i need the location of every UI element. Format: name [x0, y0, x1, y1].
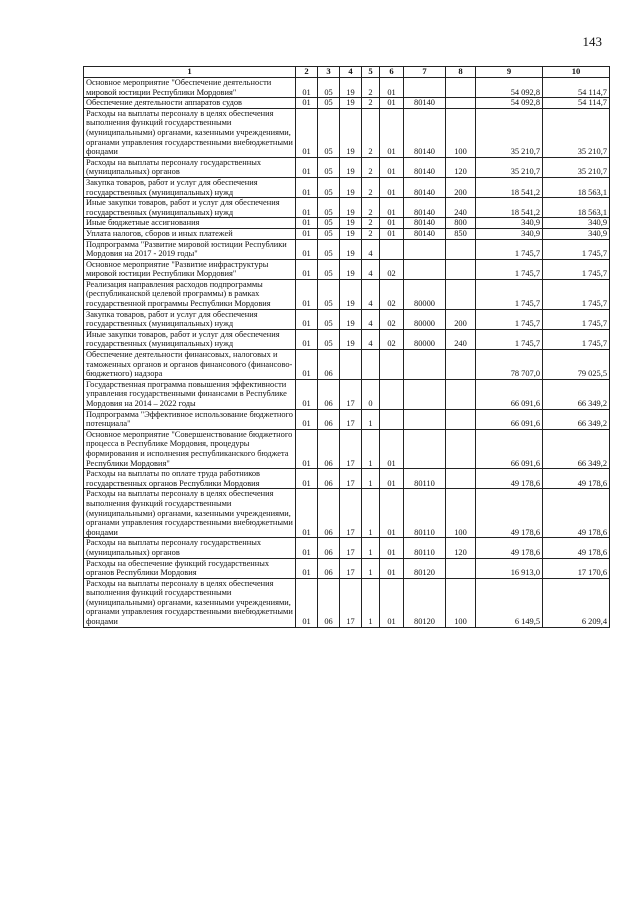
code-direction: 80110	[404, 538, 446, 558]
row-name: Расходы на выплаты персоналу в целях обеспечения выполнения функций государственными (муниципальными) органами, казенными учреждениями, органами управления государственными внебюджетными фондами	[84, 578, 296, 627]
code-program: 17	[340, 409, 362, 429]
amount-year-2: 54 114,7	[543, 98, 610, 109]
table-row	[84, 218, 610, 229]
row-name: Иные закупки товаров, работ и услуг для обеспечения государственных (муниципальных) нужд	[84, 198, 296, 218]
code-subsection: 05	[318, 228, 340, 239]
code-section: 01	[296, 228, 318, 239]
row-name: Расходы на выплаты персоналу государственных (муниципальных) органов	[84, 538, 296, 558]
table-row	[84, 309, 610, 329]
code-section: 01	[296, 157, 318, 177]
code-subprogram: 1	[362, 538, 380, 558]
table-row	[84, 489, 610, 538]
table-row	[84, 198, 610, 218]
code-direction	[404, 78, 446, 98]
column-header: 8	[446, 67, 476, 78]
code-subsection: 05	[318, 78, 340, 98]
code-subsection: 05	[318, 198, 340, 218]
amount-year-1: 54 092,8	[476, 98, 543, 109]
code-subprogram: 2	[362, 177, 380, 197]
code-subprogram: 1	[362, 489, 380, 538]
code-direction: 80140	[404, 177, 446, 197]
row-name: Подпрограмма "Эффективное использование бюджетного потенциала"	[84, 409, 296, 429]
code-activity: 01	[380, 98, 404, 109]
code-program: 19	[340, 98, 362, 109]
code-program: 17	[340, 489, 362, 538]
code-activity: 02	[380, 309, 404, 329]
row-name: Расходы на выплаты персоналу в целях обеспечения выполнения функций государственными (муниципальными) органами, казенными учреждениями, органами управления государственными внебюджетными фондами	[84, 108, 296, 157]
code-subsection: 05	[318, 218, 340, 229]
table-row	[84, 259, 610, 279]
table-row	[84, 379, 610, 409]
code-subprogram: 2	[362, 198, 380, 218]
code-expense-type: 240	[446, 198, 476, 218]
code-subprogram: 4	[362, 279, 380, 309]
amount-year-2: 1 745,7	[543, 239, 610, 259]
code-direction: 80140	[404, 198, 446, 218]
code-direction: 80120	[404, 578, 446, 627]
amount-year-1: 1 745,7	[476, 329, 543, 349]
code-section: 01	[296, 409, 318, 429]
code-program: 17	[340, 379, 362, 409]
budget-table	[83, 66, 610, 628]
column-header: 1	[84, 67, 296, 78]
code-section: 01	[296, 538, 318, 558]
row-name: Закупка товаров, работ и услуг для обеспечения государственных (муниципальных) нужд	[84, 177, 296, 197]
code-section: 01	[296, 78, 318, 98]
code-subsection: 05	[318, 329, 340, 349]
code-direction	[404, 429, 446, 468]
code-subsection: 05	[318, 259, 340, 279]
code-activity	[380, 239, 404, 259]
amount-year-1: 66 091,6	[476, 379, 543, 409]
code-subprogram: 2	[362, 108, 380, 157]
column-header: 6	[380, 67, 404, 78]
code-activity: 01	[380, 177, 404, 197]
code-program: 19	[340, 239, 362, 259]
table-row	[84, 228, 610, 239]
table-row	[84, 469, 610, 489]
code-subprogram: 1	[362, 558, 380, 578]
code-subprogram: 1	[362, 578, 380, 627]
code-program: 19	[340, 78, 362, 98]
code-direction	[404, 259, 446, 279]
row-name: Иные бюджетные ассигнования	[84, 218, 296, 229]
code-direction: 80140	[404, 218, 446, 229]
code-program	[340, 350, 362, 380]
table-row	[84, 409, 610, 429]
code-expense-type: 850	[446, 228, 476, 239]
code-subprogram: 2	[362, 98, 380, 109]
amount-year-1: 340,9	[476, 218, 543, 229]
code-expense-type	[446, 379, 476, 409]
code-subsection: 06	[318, 469, 340, 489]
code-direction: 80140	[404, 157, 446, 177]
code-expense-type: 120	[446, 157, 476, 177]
code-program: 17	[340, 578, 362, 627]
code-subprogram: 4	[362, 259, 380, 279]
code-subprogram	[362, 350, 380, 380]
code-section: 01	[296, 177, 318, 197]
table-row	[84, 350, 610, 380]
code-subsection: 06	[318, 489, 340, 538]
code-program: 19	[340, 309, 362, 329]
row-name: Закупка товаров, работ и услуг для обеспечения государственных (муниципальных) нужд	[84, 309, 296, 329]
amount-year-1: 340,9	[476, 228, 543, 239]
amount-year-1: 18 541,2	[476, 177, 543, 197]
column-header: 4	[340, 67, 362, 78]
code-subsection: 05	[318, 157, 340, 177]
code-subsection: 05	[318, 239, 340, 259]
code-program: 19	[340, 218, 362, 229]
code-activity: 01	[380, 218, 404, 229]
amount-year-2: 66 349,2	[543, 429, 610, 468]
column-header: 10	[543, 67, 610, 78]
row-name: Подпрограмма "Развитие мировой юстиции Республики Мордовия на 2017 - 2019 годы"	[84, 239, 296, 259]
code-expense-type: 100	[446, 578, 476, 627]
table-row	[84, 177, 610, 197]
code-subprogram: 4	[362, 309, 380, 329]
amount-year-2: 1 745,7	[543, 259, 610, 279]
code-subsection: 06	[318, 578, 340, 627]
code-expense-type	[446, 98, 476, 109]
amount-year-2: 17 170,6	[543, 558, 610, 578]
code-direction	[404, 409, 446, 429]
amount-year-2: 1 745,7	[543, 329, 610, 349]
code-direction	[404, 350, 446, 380]
amount-year-1: 1 745,7	[476, 239, 543, 259]
code-direction	[404, 379, 446, 409]
amount-year-1: 1 745,7	[476, 279, 543, 309]
code-subsection: 05	[318, 98, 340, 109]
amount-year-2: 66 349,2	[543, 379, 610, 409]
code-subsection: 06	[318, 379, 340, 409]
code-subsection: 05	[318, 177, 340, 197]
code-activity	[380, 379, 404, 409]
amount-year-2: 54 114,7	[543, 78, 610, 98]
code-expense-type	[446, 469, 476, 489]
code-program: 17	[340, 429, 362, 468]
table-row	[84, 538, 610, 558]
code-expense-type: 100	[446, 489, 476, 538]
code-expense-type	[446, 78, 476, 98]
row-name: Реализация направления расходов подпрограммы (республиканской целевой программы) в рамках государственной программы Республики Мордовия	[84, 279, 296, 309]
code-activity: 01	[380, 558, 404, 578]
amount-year-2: 66 349,2	[543, 409, 610, 429]
code-activity: 02	[380, 279, 404, 309]
column-header: 2	[296, 67, 318, 78]
code-expense-type: 240	[446, 329, 476, 349]
row-name: Основное мероприятие "Совершенствование бюджетного процесса в Республике Мордовия, процедуры формирования и исполнения республиканского бюджета Республики Мордовия"	[84, 429, 296, 468]
table-row	[84, 157, 610, 177]
code-activity	[380, 350, 404, 380]
amount-year-1: 6 149,5	[476, 578, 543, 627]
table-row	[84, 558, 610, 578]
amount-year-2: 49 178,6	[543, 538, 610, 558]
column-header: 3	[318, 67, 340, 78]
code-subsection: 05	[318, 279, 340, 309]
amount-year-2: 35 210,7	[543, 157, 610, 177]
code-subprogram: 2	[362, 218, 380, 229]
code-section: 01	[296, 279, 318, 309]
code-direction: 80140	[404, 98, 446, 109]
amount-year-1: 1 745,7	[476, 309, 543, 329]
amount-year-1: 35 210,7	[476, 108, 543, 157]
code-program: 19	[340, 329, 362, 349]
code-expense-type: 100	[446, 108, 476, 157]
code-expense-type	[446, 409, 476, 429]
code-subprogram: 2	[362, 228, 380, 239]
amount-year-2: 340,9	[543, 218, 610, 229]
code-direction: 80000	[404, 309, 446, 329]
code-program: 19	[340, 177, 362, 197]
code-direction: 80120	[404, 558, 446, 578]
code-subprogram: 4	[362, 329, 380, 349]
code-program: 19	[340, 108, 362, 157]
code-expense-type	[446, 239, 476, 259]
code-expense-type: 200	[446, 309, 476, 329]
amount-year-1: 1 745,7	[476, 259, 543, 279]
code-section: 01	[296, 259, 318, 279]
code-expense-type	[446, 429, 476, 468]
code-subprogram: 1	[362, 409, 380, 429]
code-section: 01	[296, 218, 318, 229]
code-section: 01	[296, 350, 318, 380]
table-row	[84, 239, 610, 259]
amount-year-2: 340,9	[543, 228, 610, 239]
row-name: Обеспечение деятельности финансовых, налоговых и таможенных органов и органов финансового (финансово-бюджетного) надзора	[84, 350, 296, 380]
code-program: 19	[340, 198, 362, 218]
code-activity: 01	[380, 538, 404, 558]
row-name: Расходы на выплаты персоналу государственных (муниципальных) органов	[84, 157, 296, 177]
amount-year-1: 35 210,7	[476, 157, 543, 177]
code-subsection: 05	[318, 309, 340, 329]
amount-year-2: 49 178,6	[543, 489, 610, 538]
code-program: 17	[340, 558, 362, 578]
code-activity: 01	[380, 429, 404, 468]
code-direction	[404, 239, 446, 259]
amount-year-2: 18 563,1	[543, 177, 610, 197]
code-subprogram: 2	[362, 157, 380, 177]
code-section: 01	[296, 309, 318, 329]
row-name: Уплата налогов, сборов и иных платежей	[84, 228, 296, 239]
amount-year-1: 66 091,6	[476, 429, 543, 468]
row-name: Обеспечение деятельности аппаратов судов	[84, 98, 296, 109]
table-row	[84, 429, 610, 468]
table-row	[84, 98, 610, 109]
table-row	[84, 329, 610, 349]
code-expense-type	[446, 259, 476, 279]
code-subsection: 06	[318, 409, 340, 429]
amount-year-1: 54 092,8	[476, 78, 543, 98]
code-expense-type	[446, 350, 476, 380]
code-subsection: 05	[318, 108, 340, 157]
amount-year-1: 16 913,0	[476, 558, 543, 578]
column-header: 7	[404, 67, 446, 78]
code-activity: 02	[380, 259, 404, 279]
amount-year-2: 35 210,7	[543, 108, 610, 157]
column-header: 5	[362, 67, 380, 78]
code-subprogram: 2	[362, 78, 380, 98]
code-section: 01	[296, 429, 318, 468]
code-subsection: 06	[318, 350, 340, 380]
code-program: 17	[340, 469, 362, 489]
code-activity: 01	[380, 228, 404, 239]
code-expense-type: 800	[446, 218, 476, 229]
page-number: 143	[582, 34, 602, 49]
amount-year-2: 1 745,7	[543, 279, 610, 309]
code-section: 01	[296, 239, 318, 259]
code-expense-type	[446, 279, 476, 309]
code-program: 19	[340, 228, 362, 239]
code-direction: 80140	[404, 108, 446, 157]
code-section: 01	[296, 329, 318, 349]
row-name: Расходы на выплаты персоналу в целях обеспечения выполнения функций государственными (муниципальными) органами, казенными учреждениями, органами управления государственными внебюджетными фондами	[84, 489, 296, 538]
code-section: 01	[296, 98, 318, 109]
code-subprogram: 1	[362, 429, 380, 468]
row-name: Основное мероприятие "Обеспечение деятельности мировой юстиции Республики Мордовия"	[84, 78, 296, 98]
row-name: Иные закупки товаров, работ и услуг для обеспечения государственных (муниципальных) нужд	[84, 329, 296, 349]
amount-year-1: 66 091,6	[476, 409, 543, 429]
code-activity	[380, 409, 404, 429]
amount-year-2: 79 025,5	[543, 350, 610, 380]
code-activity: 02	[380, 329, 404, 349]
code-activity: 01	[380, 469, 404, 489]
code-program: 19	[340, 279, 362, 309]
code-program: 19	[340, 259, 362, 279]
amount-year-1: 18 541,2	[476, 198, 543, 218]
row-name: Расходы на выплаты по оплате труда работников государственных органов Республики Мордовия	[84, 469, 296, 489]
table-row	[84, 578, 610, 627]
amount-year-1: 49 178,6	[476, 469, 543, 489]
code-section: 01	[296, 379, 318, 409]
code-subprogram: 1	[362, 469, 380, 489]
table-row	[84, 279, 610, 309]
row-name: Расходы на обеспечение функций государственных органов Республики Мордовия	[84, 558, 296, 578]
code-direction: 80000	[404, 329, 446, 349]
code-activity: 01	[380, 489, 404, 538]
amount-year-2: 6 209,4	[543, 578, 610, 627]
code-section: 01	[296, 108, 318, 157]
amount-year-1: 49 178,6	[476, 489, 543, 538]
code-section: 01	[296, 198, 318, 218]
code-subprogram: 4	[362, 239, 380, 259]
code-activity: 01	[380, 78, 404, 98]
code-section: 01	[296, 578, 318, 627]
code-subsection: 06	[318, 538, 340, 558]
code-expense-type	[446, 558, 476, 578]
code-section: 01	[296, 469, 318, 489]
column-header: 9	[476, 67, 543, 78]
code-direction: 80000	[404, 279, 446, 309]
code-direction: 80110	[404, 489, 446, 538]
code-subsection: 06	[318, 429, 340, 468]
code-activity: 01	[380, 578, 404, 627]
code-subprogram: 0	[362, 379, 380, 409]
code-subsection: 06	[318, 558, 340, 578]
header-row	[84, 67, 610, 78]
amount-year-2: 1 745,7	[543, 309, 610, 329]
code-program: 19	[340, 157, 362, 177]
amount-year-1: 78 707,0	[476, 350, 543, 380]
amount-year-2: 49 178,6	[543, 469, 610, 489]
table-body	[84, 78, 610, 628]
code-activity: 01	[380, 108, 404, 157]
code-expense-type: 200	[446, 177, 476, 197]
code-expense-type: 120	[446, 538, 476, 558]
row-name: Государственная программа повышения эффективности управления государственными финансами в Республике Мордовия на 2014 – 2022 годы	[84, 379, 296, 409]
amount-year-1: 49 178,6	[476, 538, 543, 558]
code-section: 01	[296, 558, 318, 578]
table-row	[84, 78, 610, 98]
code-program: 17	[340, 538, 362, 558]
code-activity: 01	[380, 157, 404, 177]
amount-year-2: 18 563,1	[543, 198, 610, 218]
code-direction: 80140	[404, 228, 446, 239]
code-direction: 80110	[404, 469, 446, 489]
code-section: 01	[296, 489, 318, 538]
table-row	[84, 108, 610, 157]
row-name: Основное мероприятие "Развитие инфраструктуры мировой юстиции Республики Мордовия"	[84, 259, 296, 279]
code-activity: 01	[380, 198, 404, 218]
